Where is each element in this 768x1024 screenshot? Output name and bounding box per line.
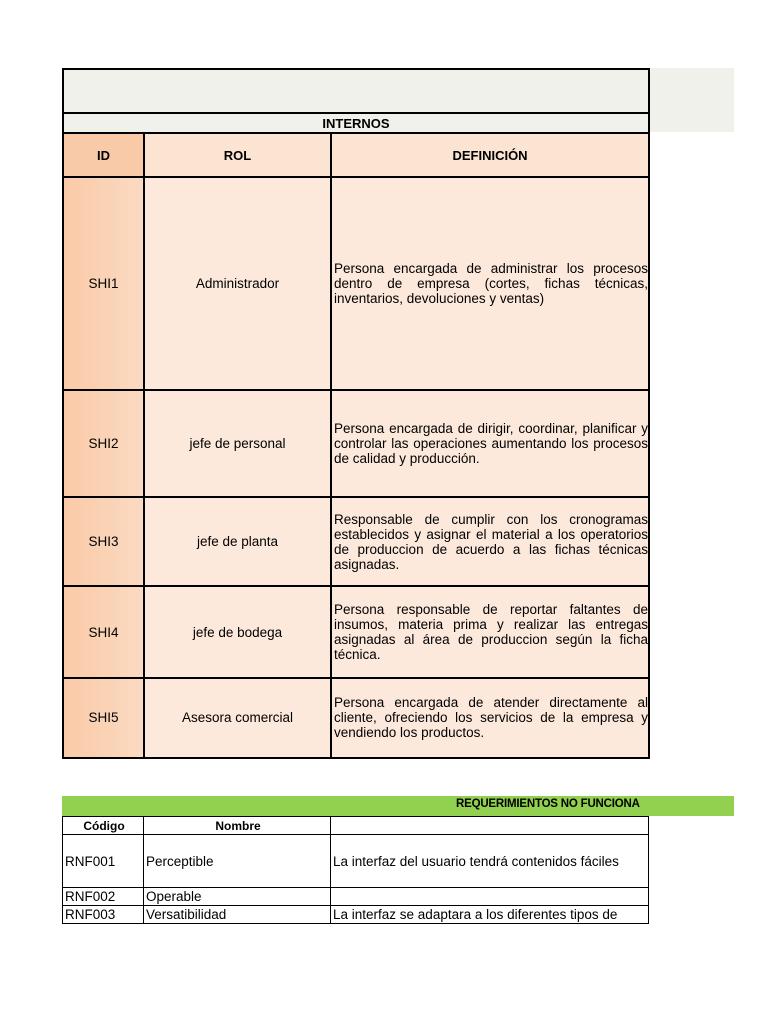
row-nombre: Versatibilidad: [144, 906, 331, 924]
row-definicion: Persona encargada de administrar los procesos dentro de empresa (cortes, fichas técnicas, inventarios, devoluciones y ventas): [331, 177, 649, 390]
table-row: [63, 586, 649, 677]
row-codigo: RNF003: [63, 906, 144, 924]
no-funcionales-title: REQUERIMIENTOS NO FUNCIONA: [456, 798, 640, 810]
header-rol: ROL: [144, 133, 331, 177]
internos-table: [62, 68, 650, 759]
row-id: SHI3: [63, 497, 144, 586]
row-id: SHI2: [63, 390, 144, 497]
header-descripcion: [331, 817, 649, 835]
row-rol: jefe de planta: [144, 497, 331, 586]
header-nombre: Nombre: [144, 817, 331, 835]
row-definicion: Responsable de cumplir con los cronogramas establecidos y asignar el material a los operatorios de produccion de acuerdo a las fichas técnicas asignadas.: [331, 497, 649, 586]
table-row: [63, 906, 649, 924]
no-funcionales-table: [62, 816, 649, 924]
row-rol: Asesora comercial: [144, 678, 331, 758]
table-row: [63, 497, 649, 586]
header-definicion: DEFINICIÓN: [331, 133, 649, 177]
table-row: [63, 390, 649, 497]
table-row: [63, 835, 649, 888]
table-row: [63, 888, 649, 906]
row-descripcion: La interfaz se adaptara a los diferentes tipos de: [331, 906, 649, 924]
row-id: SHI1: [63, 177, 144, 390]
title-cell: [63, 69, 649, 113]
row-rol: jefe de bodega: [144, 586, 331, 677]
row-nombre: Operable: [144, 888, 331, 906]
header-row: [63, 133, 649, 177]
section-title: INTERNOS: [63, 113, 649, 133]
table-row: [63, 678, 649, 758]
row-codigo: RNF002: [63, 888, 144, 906]
section-row: [63, 113, 649, 133]
row-id: SHI4: [63, 586, 144, 677]
title-row: [63, 69, 649, 113]
row-rol: Administrador: [144, 177, 331, 390]
row-definicion: Persona encargada de dirigir, coordinar, planificar y controlar las operaciones aumentando los procesos de calidad y producción.: [331, 390, 649, 497]
row-definicion: Persona responsable de reportar faltantes de insumos, materia prima y realizar las entregas asignadas al área de produccion según la ficha técnica.: [331, 586, 649, 677]
row-id: SHI5: [63, 678, 144, 758]
row-descripcion: La interfaz del usuario tendrá contenidos fáciles: [331, 835, 649, 888]
row-nombre: Perceptible: [144, 835, 331, 888]
nf-header-row: [63, 817, 649, 835]
table-row: [63, 177, 649, 390]
header-codigo: Código: [63, 817, 144, 835]
row-descripcion: [331, 888, 649, 906]
row-rol: jefe de personal: [144, 390, 331, 497]
header-id: ID: [63, 133, 144, 177]
row-codigo: RNF001: [63, 835, 144, 888]
row-definicion: Persona encargada de atender directamente al cliente, ofreciendo los servicios de la empresa y vendiendo los productos.: [331, 678, 649, 758]
